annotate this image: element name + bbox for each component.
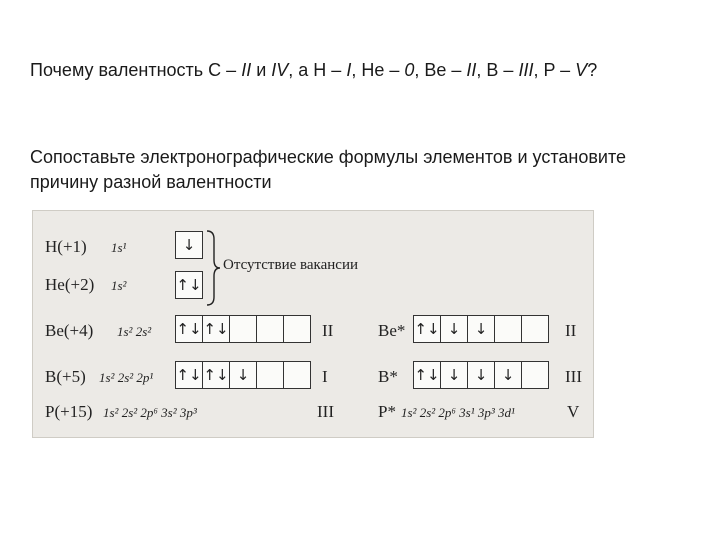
be-star-orbitals bbox=[413, 315, 549, 343]
orbital-cell: ↓ bbox=[495, 362, 522, 388]
b-config: 1s² 2s² 2p¹ bbox=[99, 370, 154, 385]
he-orbitals bbox=[175, 271, 203, 299]
be-orbitals bbox=[175, 315, 311, 343]
orbital-cell: ↑↓ bbox=[203, 316, 230, 342]
be-star-label: Be* bbox=[378, 321, 406, 340]
orbital-cell bbox=[522, 316, 548, 342]
p-star-valence: V bbox=[567, 402, 580, 421]
orbital-cell: ↑↓ bbox=[176, 316, 203, 342]
orbital-cell: ↓ bbox=[441, 362, 468, 388]
orbital-cell: ↑↓ bbox=[203, 362, 230, 388]
be-label: Be(+4) bbox=[45, 321, 94, 340]
b-valence: I bbox=[322, 367, 328, 386]
orbital-cell bbox=[522, 362, 548, 388]
he-config: 1s² bbox=[111, 278, 127, 293]
be-valence: II bbox=[322, 321, 334, 340]
orbital-cell bbox=[230, 316, 257, 342]
b-star-orbitals bbox=[413, 361, 549, 389]
task-text: Сопоставьте электронографические формулы элементов и установите причину разной валентности bbox=[30, 147, 627, 192]
orbital-cell: ↓ bbox=[468, 316, 495, 342]
b-orbitals bbox=[175, 361, 311, 389]
curly-brace-icon bbox=[205, 229, 221, 307]
b-star-label: B* bbox=[378, 367, 398, 386]
orbital-cell bbox=[495, 316, 522, 342]
h-orbitals bbox=[175, 231, 203, 259]
question-text: Почему валентность C – II и IV, а H – I, He – 0, Be – II, B – III, P – V? bbox=[30, 60, 598, 80]
b-star-valence: III bbox=[565, 367, 582, 386]
vacancy-note: Отсутствие вакансии bbox=[223, 257, 358, 273]
h-config: 1s¹ bbox=[111, 240, 127, 255]
p-config: 1s² 2s² 2p⁶ 3s² 3p³ bbox=[103, 405, 197, 420]
orbital-cell: ↑↓ bbox=[176, 275, 202, 294]
p-valence: III bbox=[317, 402, 334, 421]
b-label: B(+5) bbox=[45, 367, 86, 386]
orbital-cell: ↑↓ bbox=[176, 362, 203, 388]
orbital-cell bbox=[284, 316, 310, 342]
p-star-label: P* bbox=[378, 402, 396, 421]
orbital-cell: ↑↓ bbox=[414, 362, 441, 388]
orbital-cell: ↑↓ bbox=[414, 316, 441, 342]
orbital-cell: ↓ bbox=[468, 362, 495, 388]
orbital-cell bbox=[257, 316, 284, 342]
be-star-valence: II bbox=[565, 321, 577, 340]
p-star-config: 1s² 2s² 2p⁶ 3s¹ 3p³ 3d¹ bbox=[401, 405, 515, 420]
h-label: H(+1) bbox=[45, 237, 87, 256]
be-config: 1s² 2s² bbox=[117, 324, 152, 339]
electron-configuration-figure bbox=[32, 210, 594, 438]
orbital-cell: ↓ bbox=[230, 362, 257, 388]
p-label: P(+15) bbox=[45, 402, 93, 421]
orbital-cell bbox=[284, 362, 310, 388]
orbital-cell: ↓ bbox=[182, 235, 196, 254]
he-label: He(+2) bbox=[45, 275, 95, 294]
orbital-cell bbox=[257, 362, 284, 388]
orbital-cell: ↓ bbox=[441, 316, 468, 342]
